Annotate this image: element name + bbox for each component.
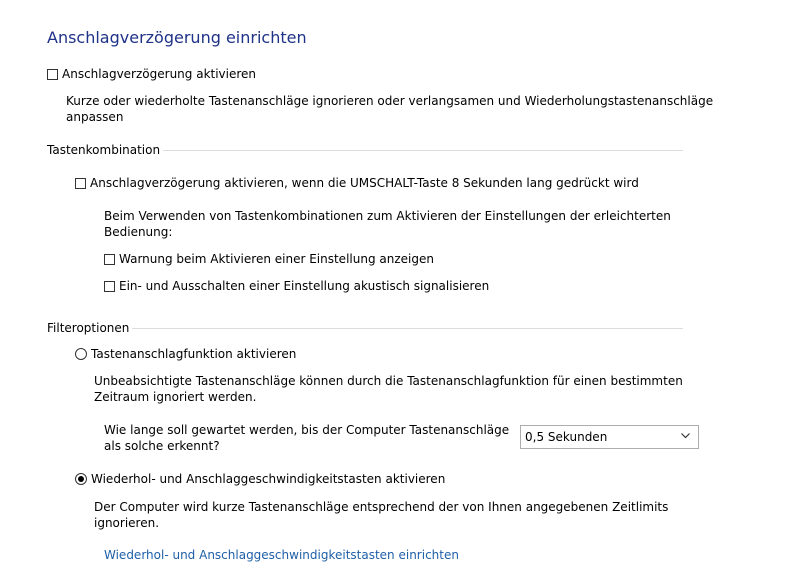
shortcut-description-line-2: Bedienung: [104,225,173,239]
bounce-description [94,373,683,405]
shortcut-group-label: Tastenkombination [47,143,161,157]
sound-option[interactable] [104,278,489,294]
shortcut-group-header [47,142,683,158]
shift-shortcut-label: Anschlagverzögerung aktivieren, wenn die UMSCHALT-Taste 8 Sekunden lang gedrückt wird [90,176,639,190]
shortcut-group-divider [163,150,683,151]
page-title: Anschlagverzögerung einrichten [47,28,307,47]
wait-time-value: 0,5 Sekunden [525,430,608,444]
chevron-down-icon [680,430,691,444]
bounce-description-line-2: Zeitraum ignoriert werden. [94,390,257,404]
sound-label: Ein- und Ausschalten einer Einstellung akustisch signalisieren [119,279,490,293]
wait-question-line-1: Wie lange soll gewartet werden, bis der Computer Tastenanschläge [104,423,510,437]
bounce-description-line-1: Unbeabsichtigte Tastenanschläge können durch die Tastenanschlagfunktion für einen bestimmten [94,374,683,388]
shortcut-description [104,208,671,240]
warning-checkbox[interactable] [104,254,115,265]
sound-checkbox[interactable] [104,281,115,292]
main-description-line-1: Kurze oder wiederholte Tastenanschläge ignorieren oder verlangsamen und Wiederholungstastenanschläge [66,94,714,108]
wait-question [104,422,509,454]
shift-shortcut-option[interactable] [75,175,639,191]
shortcut-description-line-1: Beim Verwenden von Tastenkombinationen zum Aktivieren der Einstellungen der erleichterten [104,209,671,223]
shift-shortcut-checkbox[interactable] [75,178,86,189]
bounce-keys-label: Tastenanschlagfunktion aktivieren [91,347,297,361]
enable-filterkeys-checkbox[interactable] [47,69,58,80]
filter-group-label: Filteroptionen [47,321,130,335]
enable-filterkeys-label: Anschlagverzögerung aktivieren [62,67,257,81]
bounce-keys-option[interactable] [75,346,296,362]
wait-question-line-2: als solche erkennt? [104,439,220,453]
enable-filterkeys-option[interactable] [47,66,256,82]
warning-label: Warnung beim Aktivieren einer Einstellung anzeigen [119,252,434,266]
warning-option[interactable] [104,251,434,267]
filter-group-divider [132,328,683,329]
main-description-line-2: anpassen [66,110,124,124]
main-description [66,93,713,125]
repeat-description-line-2: ignorieren. [94,516,160,530]
repeat-keys-option[interactable] [75,471,445,487]
repeat-description [94,499,668,531]
repeat-keys-label: Wiederhol- und Anschlaggeschwindigkeitstasten aktivieren [91,472,446,486]
repeat-keys-setup-link[interactable]: Wiederhol- und Anschlaggeschwindigkeitstasten einrichten [104,548,459,562]
filter-group-header [47,320,683,336]
repeat-description-line-1: Der Computer wird kurze Tastenanschläge entsprechend der von Ihnen angegebenen Zeitlimits [94,500,669,514]
wait-time-dropdown[interactable] [520,425,699,449]
bounce-keys-radio[interactable] [75,348,87,360]
repeat-keys-radio[interactable] [75,473,87,485]
